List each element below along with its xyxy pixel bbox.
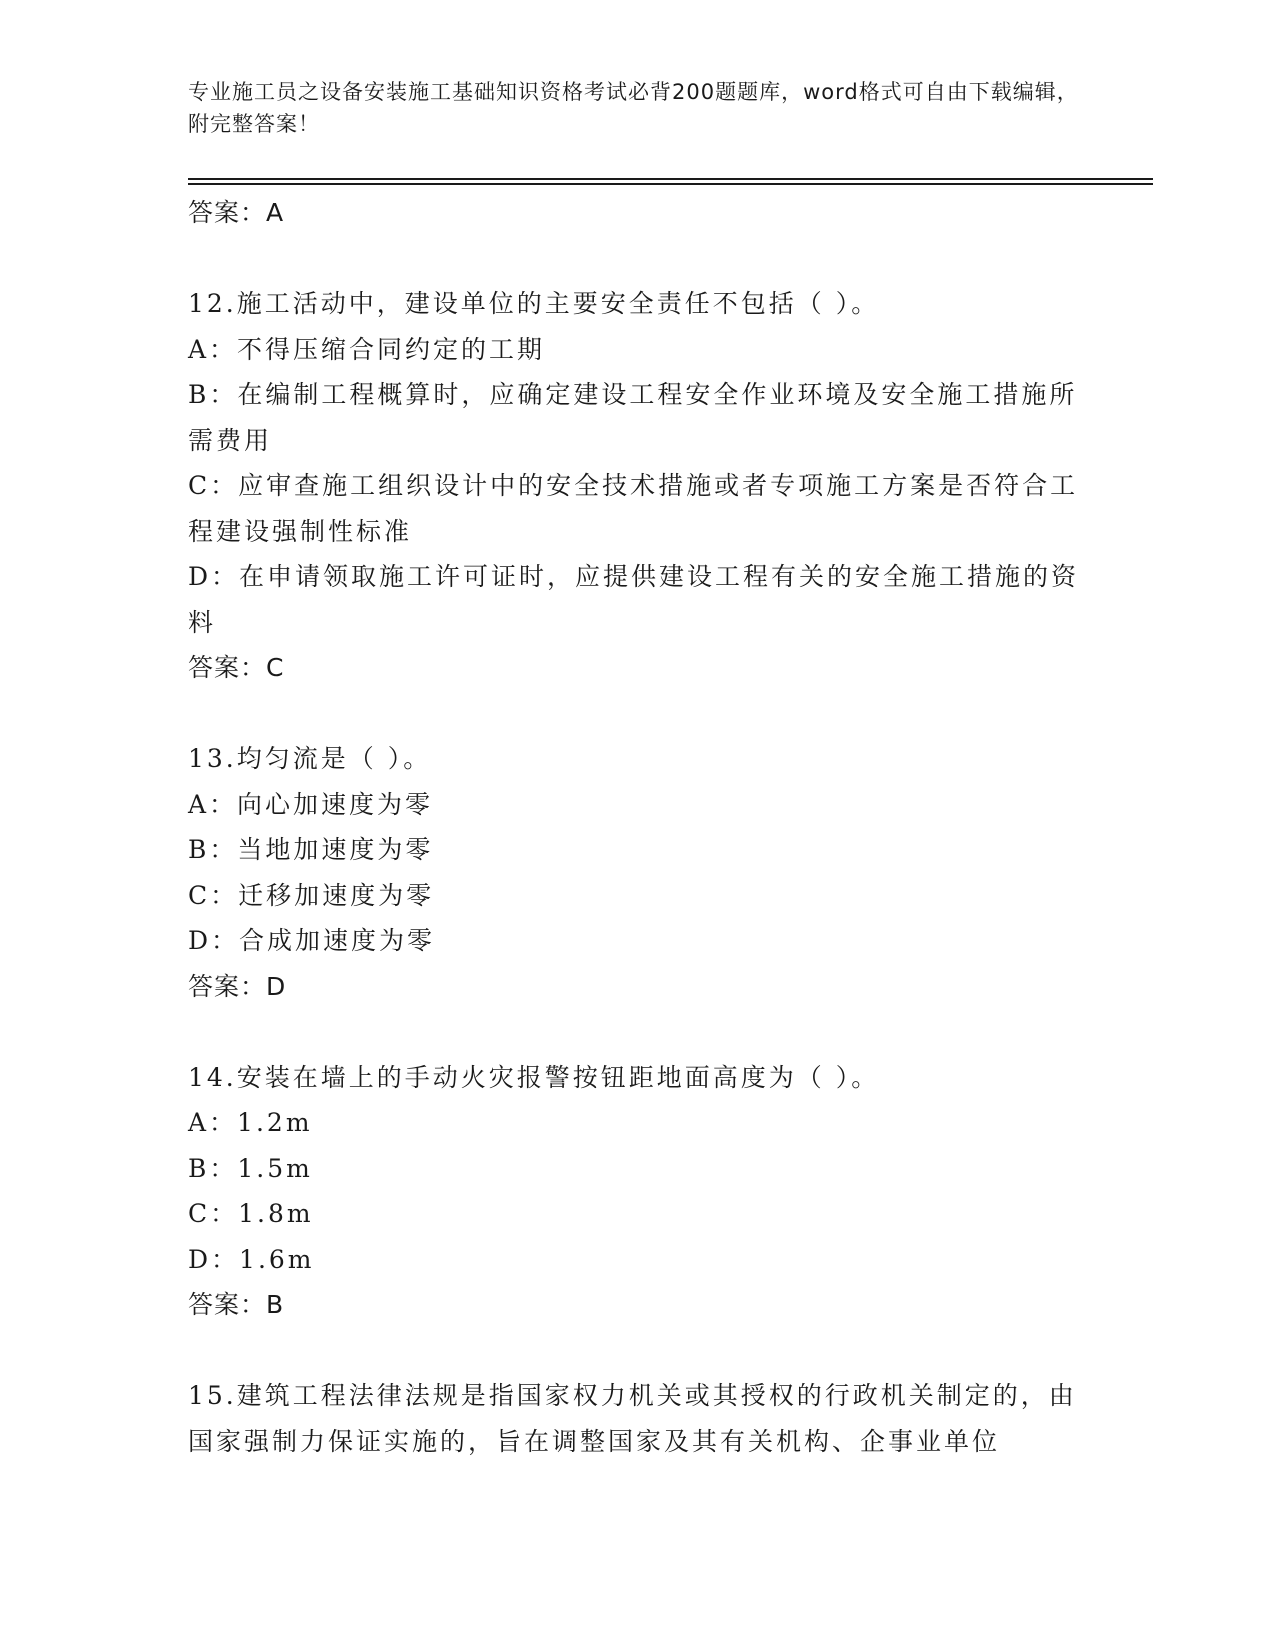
question-12-option-a: A：不得压缩合同约定的工期: [188, 334, 546, 364]
question-13-option-a: A：向心加速度为零: [188, 789, 434, 819]
question-14-option-a: A：1.2m: [188, 1108, 313, 1137]
question-12-stem: 12.施工活动中，建设单位的主要安全责任不包括（ ）。: [188, 289, 880, 318]
question-13-stem: 13.均匀流是（ ）。: [188, 744, 432, 773]
question-13-option-c: C：迁移加速度为零: [188, 880, 435, 910]
question-14-option-d: D：1.6m: [188, 1244, 315, 1274]
answer-12: 答案：C: [188, 653, 285, 682]
header-rule-bottom: [188, 183, 1153, 185]
question-14-stem: 14.安装在墙上的手动火灾报警按钮距地面高度为（ ）。: [188, 1062, 880, 1092]
question-14-option-c: C：1.8m: [188, 1199, 314, 1228]
spacer: [188, 236, 1088, 282]
spacer: [188, 691, 1088, 737]
answer-11: 答案：A: [188, 198, 285, 227]
document-header: 专业施工员之设备安装施工基础知识资格考试必背200题题库，word格式可自由下载编辑，附完整答案！: [188, 80, 1079, 136]
question-12-option-d: D：在申请领取施工许可证时，应提供建设工程有关的安全施工措施的资料: [188, 562, 1080, 637]
answer-13: 答案：D: [188, 971, 287, 1001]
question-12-option-c: C：应审查施工组织设计中的安全技术措施或者专项施工方案是否符合工程建设强制性标准: [188, 471, 1079, 546]
question-14: [188, 1055, 1088, 1328]
question-13: [188, 736, 1088, 1009]
question-13-option-d: D：合成加速度为零: [188, 926, 436, 955]
answer-14: 答案：B: [188, 1290, 285, 1319]
question-14-option-b: B：1.5m: [188, 1153, 313, 1183]
spacer: [188, 1328, 1088, 1374]
spacer: [188, 1009, 1088, 1055]
question-15-stem: 15.建筑工程法律法规是指国家权力机关或其授权的行政机关制定的，由国家强制力保证实施的，旨在调整国家及其有关机构、企事业单位: [188, 1381, 1077, 1456]
header-rule-top: [188, 178, 1153, 180]
question-12: [188, 281, 1088, 691]
question-15: [188, 1373, 1088, 1464]
question-content: [188, 190, 1088, 1464]
question-13-option-b: B：当地加速度为零: [188, 835, 434, 864]
question-12-option-b: B：在编制工程概算时，应确定建设工程安全作业环境及安全施工措施所需费用: [188, 380, 1078, 455]
